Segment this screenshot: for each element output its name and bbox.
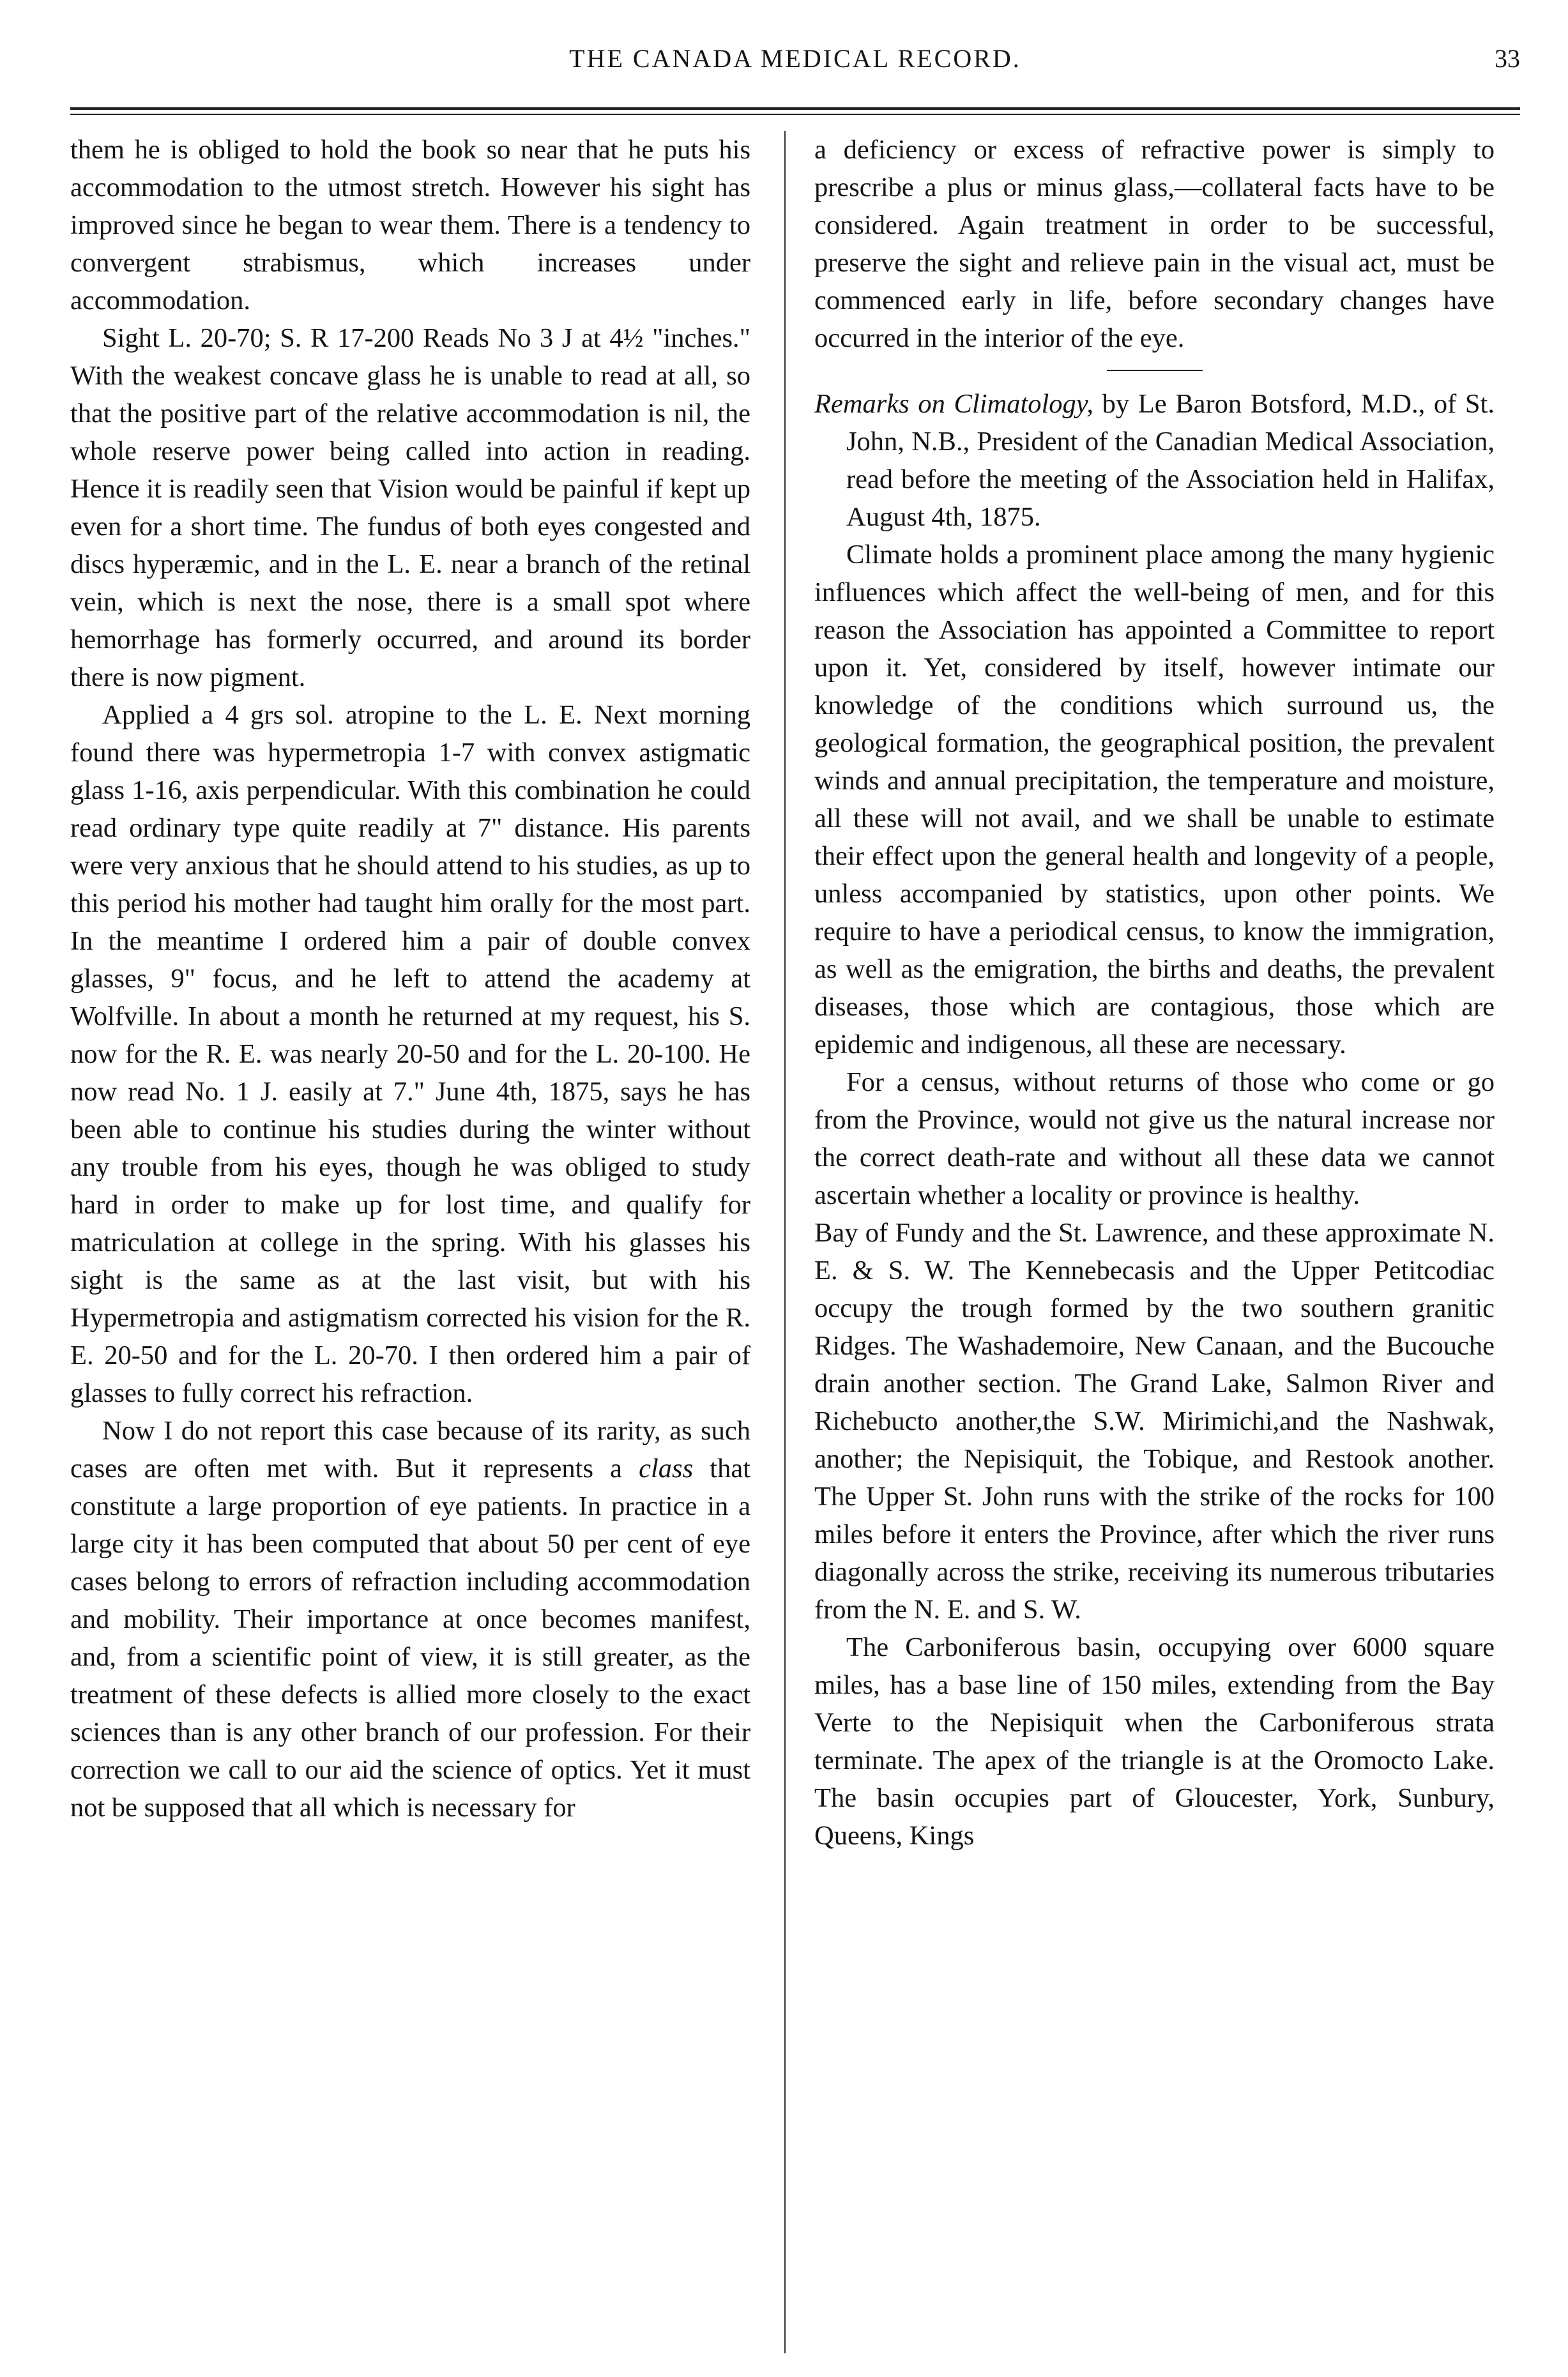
header-rule-thin <box>70 114 1520 115</box>
left-column <box>70 131 750 2353</box>
right-column <box>814 131 1495 2353</box>
article-heading <box>814 385 1495 536</box>
article-byline: by Le Baron Botsford, M.D., of St. John, N.B., President of the Canadian Medical Association, read before the meeting of the Association held in Halifax, August 4th, 1875. <box>846 389 1495 532</box>
journal-title: THE CANADA MEDICAL RECORD. <box>569 44 1021 73</box>
left-paragraph-1: them he is obliged to hold the book so near that he puts his accommodation to the utmost stretch. However his sight has improved since he began to wear them. There is a tendency to convergent strabismus, which increases under accommodation. <box>70 135 750 315</box>
column-divider <box>784 131 786 2353</box>
right-paragraph-4: Bay of Fundy and the St. Lawrence, and these approximate N. E. & S. W. The Kennebecasis and the Upper Petitcodiac occupy the trough formed by the two southern granitic Ridges. The Washademoire, New Canaan, and the Bucouche drain another section. The Grand Lake, Salmon River and Richebucto another,the S.W. Mirimichi,and the Nashwak, another; the Nepisiquit, the Tobique, and Restook another. The Upper St. John runs with the strike of the rocks for 100 miles before it enters the Province, after which the river runs diagonally across the strike, receiving its numerous tributaries from the N. E. and S. W. <box>814 1218 1495 1625</box>
page-number: 33 <box>1495 44 1520 73</box>
left-paragraph-4-part-b: that constitute a large proportion of eye patients. In practice in a large city it has been computed that about 50 per cent of eye cases belong to errors of refraction including accommodation and mobility. Their importance at once becomes manifest, and, from a scientific point of view, it is still greater, as the treatment of these defects is allied more closely to the exact sciences than is any other branch of our profession. For their correction we call to our aid the science of optics. Yet it must not be supposed that all which is necessary for <box>70 1454 750 1823</box>
header-rule-thick <box>70 107 1520 110</box>
section-separator <box>1107 370 1203 371</box>
left-paragraph-4-part-a: Now I do not report this case because of its rarity, as such cases are often met with. But it represents a <box>70 1416 750 1484</box>
left-paragraph-4 <box>70 1412 750 1826</box>
right-paragraph-5: The Carboniferous basin, occupying over 6000 square miles, has a base line of 150 miles, extending from the Bay Verte to the Nepisiquit when the Carboniferous strata terminate. The apex of the triangle is at the Oromocto Lake. The basin occupies part of Gloucester, York, Sunbury, Queens, Kings <box>814 1632 1495 1851</box>
right-paragraph-3: For a census, without returns of those who come or go from the Province, would not give us the natural increase nor the correct death-rate and without all these data we cannot ascertain whether a locality or province is healthy. <box>814 1067 1495 1210</box>
article-title: Remarks on Climatology, <box>814 389 1093 419</box>
left-paragraph-2: Sight L. 20-70; S. R 17-200 Reads No 3 J at 4½ "inches." With the weakest concave glass he is unable to read at all, so that the positive part of the relative accommodation is nil, the whole reserve power being called into action in reading. Hence it is readily seen that Vision would be painful if kept up even for a short time. The fundus of both eyes congested and discs hyperæmic, and in the L. E. near a branch of the retinal vein, which is next the nose, there is a small spot where hemorrhage has formerly occurred, and around its border there is now pigment. <box>70 323 750 692</box>
left-paragraph-3: Applied a 4 grs sol. atropine to the L. E. Next morning found there was hypermetropia 1-7 with convex astigmatic glass 1-16, axis perpendicular. With this combination he could read ordinary type quite readily at 7" distance. His parents were very anxious that he should attend to his studies, as up to this period his mother had taught him orally for the most part. In the meantime I ordered him a pair of double convex glasses, 9" focus, and he left to attend the academy at Wolfville. In about a month he returned at my request, his S. now for the R. E. was nearly 20-50 and for the L. 20-100. He now read No. 1 J. easily at 7." June 4th, 1875, says he has been able to continue his studies during the winter without any trouble from his eyes, though he was obliged to study hard in order to make up for lost time, and qualify for matriculation at college in the spring. With his glasses his sight is the same as at the last visit, but with his Hypermetropia and astigmatism corrected his vision for the R. E. 20-50 and for the L. 20-70. I then ordered him a pair of glasses to fully correct his refraction. <box>70 700 750 1408</box>
right-paragraph-2: Climate holds a prominent place among the many hygienic influences which affect the well-being of men, and for this reason the Association has appointed a Committee to report upon it. Yet, considered by itself, however intimate our knowledge of the conditions which surround us, the geological formation, the geographical position, the prevalent winds and annual precipitation, the temperature and moisture, all these will not avail, and we shall be unable to estimate their effect upon the general health and longevity of a people, unless accompanied by statistics, upon other points. We require to have a periodical census, to know the immigration, as well as the emigration, the births and deaths, the prevalent diseases, those which are contagious, those which are epidemic and indigenous, all these are necessary. <box>814 540 1495 1059</box>
running-header <box>70 43 1520 88</box>
emphasis-class: class <box>639 1454 694 1484</box>
right-paragraph-1: a deficiency or excess of refractive power is simply to prescribe a plus or minus glass,—collateral facts have to be considered. Again treatment in order to be successful, preserve the sight and relieve pain in the visual act, must be commenced early in life, before secondary changes have occurred in the interior of the eye. <box>814 135 1495 353</box>
